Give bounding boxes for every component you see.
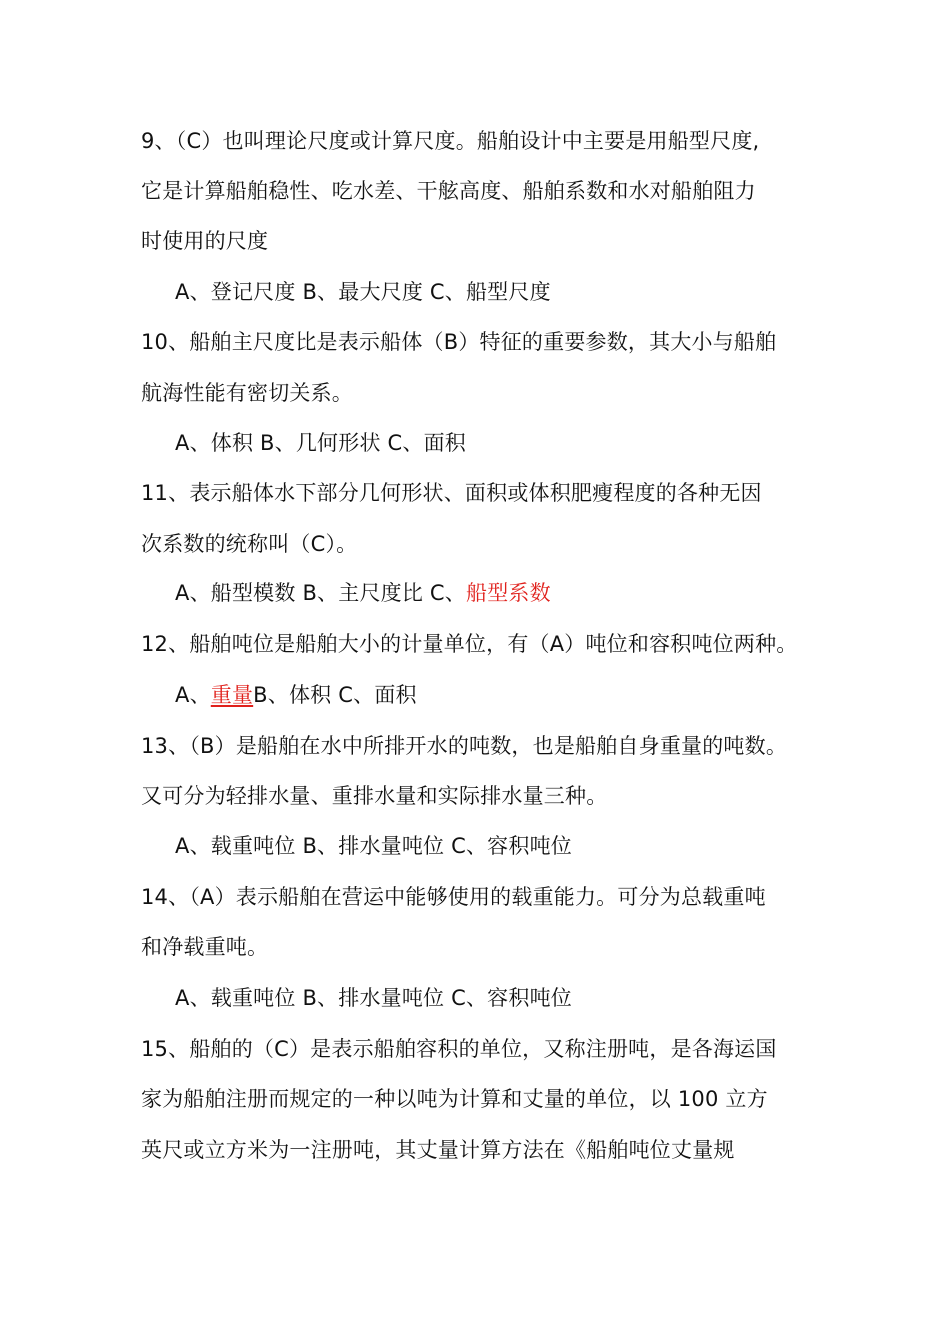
question-15-line-3: 英尺或立方米为一注册吨，其丈量计算方法在《船舶吨位丈量规 [141,1138,735,1162]
question-11-line-2: 次系数的统称叫（C）。 [141,532,358,556]
question-11-line-1: 11、表示船体水下部分几何形状、面积或体积肥瘦程度的各种无因 [141,481,762,505]
question-12-options-prefix: A、 [175,683,211,707]
question-15-line-2: 家为船舶注册而规定的一种以吨为计算和丈量的单位，以 100 立方 [141,1087,768,1111]
question-11-options-text: A、船型模数 B、主尺度比 C、 [175,581,466,605]
question-10-line-1: 10、船舶主尺度比是表示船体（B）特征的重要参数，其大小与船舶 [141,330,777,354]
question-12-answer-highlight: 重量 [210,683,254,707]
question-15-line-1: 15、船舶的（C）是表示船舶容积的单位，又称注册吨，是各海运国 [141,1037,777,1061]
question-12-options-suffix: B、体积 C、面积 [253,683,417,707]
question-12-options [175,680,417,710]
question-9-line-1: 9、（C）也叫理论尺度或计算尺度。船舶设计中主要是用船型尺度, [141,129,760,153]
question-10-line-2: 航海性能有密切关系。 [141,381,353,405]
question-12-line-1: 12、船舶吨位是船舶大小的计量单位，有（A）吨位和容积吨位两种。 [141,632,798,656]
question-13-line-2: 又可分为轻排水量、重排水量和实际排水量三种。 [141,784,608,808]
question-10-options: A、体积 B、几何形状 C、面积 [175,431,466,455]
question-9-options: A、登记尺度 B、最大尺度 C、船型尺度 [175,280,551,304]
question-13-line-1: 13、（B）是船舶在水中所排开水的吨数，也是船舶自身重量的吨数。 [141,734,788,758]
question-13-options: A、载重吨位 B、排水量吨位 C、容积吨位 [175,834,572,858]
question-14-line-1: 14、（A）表示船舶在营运中能够使用的载重能力。可分为总载重吨 [141,885,766,909]
question-11-answer-highlight: 船型系数 [466,581,551,605]
question-11-options [175,578,551,608]
question-14-line-2: 和净载重吨。 [141,935,269,959]
question-9-line-3: 时使用的尺度 [141,229,269,253]
question-9-line-2: 它是计算船舶稳性、吃水差、干舷高度、船舶系数和水对船舶阻力 [141,179,756,203]
question-14-options: A、载重吨位 B、排水量吨位 C、容积吨位 [175,986,572,1010]
